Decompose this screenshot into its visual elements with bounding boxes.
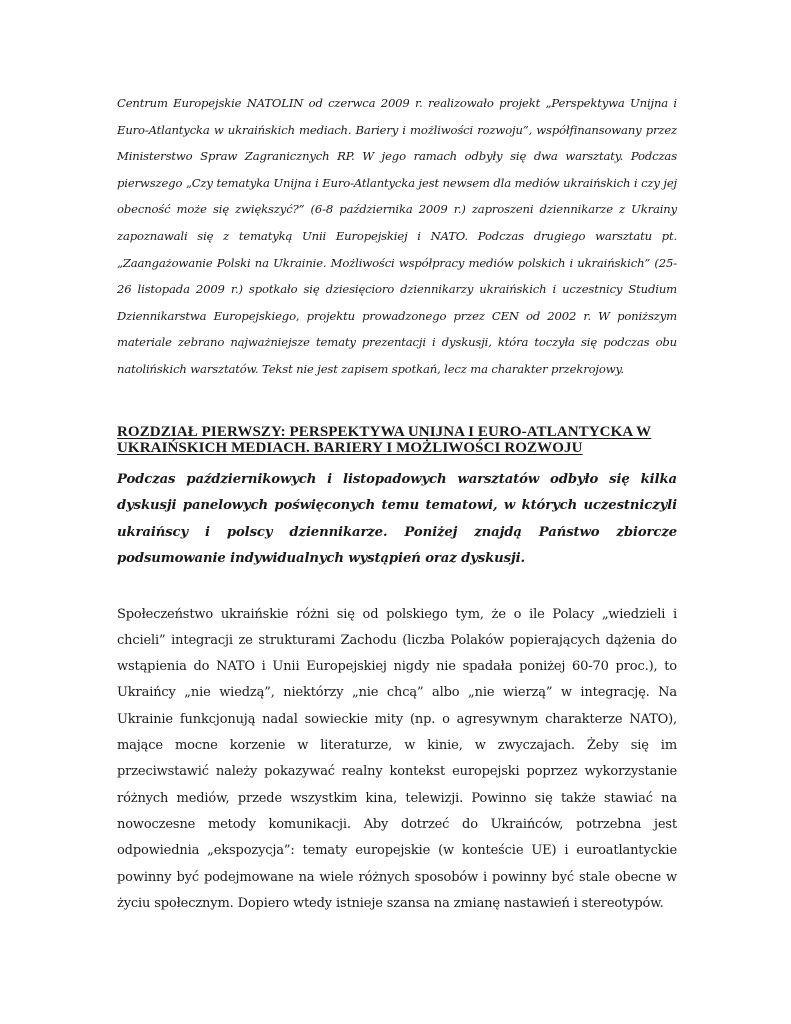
lead-paragraph: Podczas październikowych i listopadowych warsztatów odbyło się kilka dyskusji panelowych poświęconych temu tematowi, w których uczestniczyli ukraińscy i polscy dziennikarze. Poniżej znajdą Państwo zbiorcze podsumowanie indywidualnych wystąpień oraz dyskusji. — [117, 471, 677, 567]
document-page — [117, 90, 677, 917]
chapter-heading: ROZDZIAŁ PIERWSZY: PERSPEKTYWA UNIJNA I EURO-ATLANTYCKA W UKRAIŃSKICH MEDIACH. BARIERY I MOŻLIWOŚCI ROZWOJU — [117, 423, 652, 456]
body-paragraph: Społeczeństwo ukraińskie różni się od polskiego tym, że o ile Polacy „wiedzieli i chcieli” integracji ze strukturami Zachodu (liczba Polaków popierających dążenia do wstąpienia do NATO i Unii Europejskiej nigdy nie spadała poniżej 60-70 proc.), to Ukraińcy „nie wiedzą”, niektórzy „nie chcą” albo „nie wierzą” w integrację. Na Ukrainie funkcjonują nadal sowieckie mity (np. o agresywnym charakterze NATO), mające mocne korzenie w literaturze, w kinie, w zwyczajach. Żeby się im przeciwstawić należy pokazywać realny kontekst europejski poprzez wykorzystanie różnych mediów, przede wszystkim kina, telewizji. Powinno się także stawiać na nowoczesne metody komunikacji. Aby dotrzeć do Ukraińców, potrzebna jest odpowiednia „ekspozycja”: tematy europejskie (w konteście UE) i euroatlantyckie powinny być podejmowane na wiele różnych sposobów i powinny być stale obecne w życiu społecznym. Dopiero wtedy istnieje szansa na zmianę nastawień i stereotypów. — [117, 606, 677, 911]
intro-paragraph: Centrum Europejskie NATOLIN od czerwca 2009 r. realizowało projekt „Perspektywa Unijna i Euro-Atlantycka w ukraińskich mediach. Bariery i możliwości rozwoju”, współfinansowany przez Ministerstwo Spraw Zagranicznych RP. W jego ramach odbyły się dwa warsztaty. Podczas pierwszego „Czy tematyka Unijna i Euro-Atlantycka jest newsem dla mediów ukraińskich i czy jej obecność może się zwiększyć?” (6-8 października 2009 r.) zaproszeni dziennikarze z Ukrainy zapoznawali się z tematyką Unii Europejskiej i NATO. Podczas drugiego warsztatu pt. „Zaangażowanie Polski na Ukrainie. Możliwości współpracy mediów polskich i ukraińskich” (25-26 listopada 2009 r.) spotkało się dziesięcioro dziennikarzy ukraińskich i uczestnicy Studium Dziennikarstwa Europejskiego, projektu prowadzonego przez CEN od 2002 r. W poniższym materiale zebrano najważniejsze tematy prezentacji i dyskusji, która toczyła się podczas obu natolińskich warsztatów. Tekst nie jest zapisem spotkań, lecz ma charakter przekrojowy. — [117, 96, 677, 376]
